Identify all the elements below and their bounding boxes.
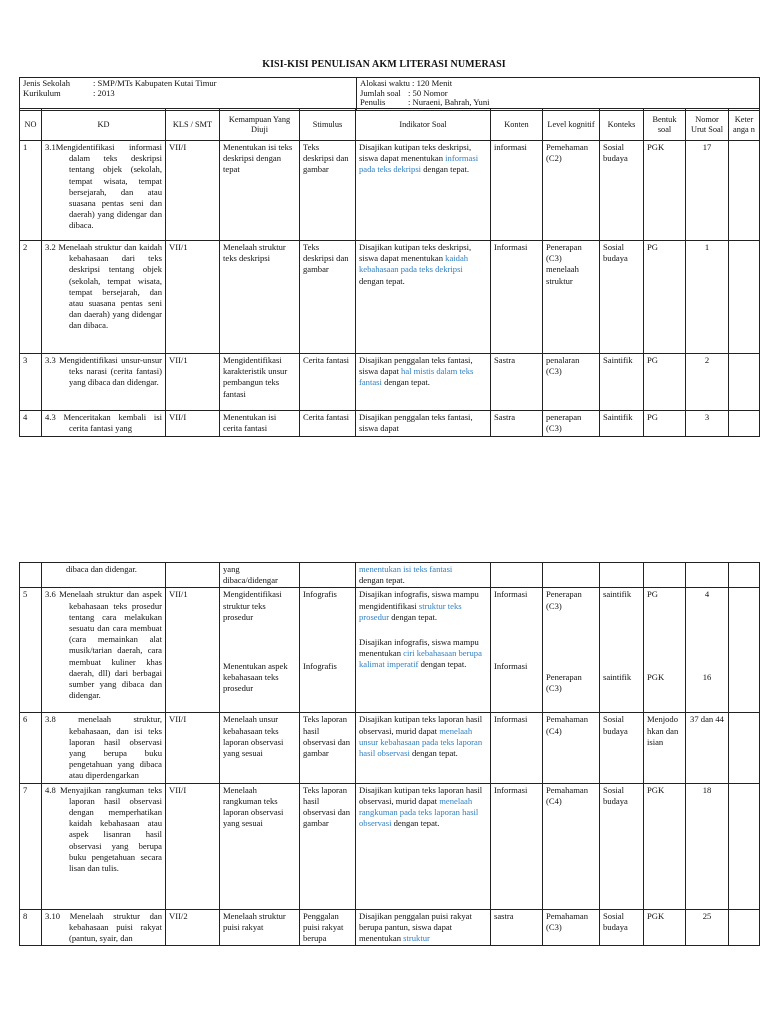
row-kls: VII/I xyxy=(166,783,220,909)
row-level: Pemahaman (C4) xyxy=(543,783,600,909)
row-kd: 3.2 Menelaah struktur dan kaidah kebahasaan dari teks deskripsi tentang objek (sekolah, tempat wisata, tempat bersejarah, dan atau suasana pentas seni dan daerah) yang didengar dan dibaca. xyxy=(42,241,166,354)
row-stimulus: Teks deskripsi dan gambar xyxy=(300,141,356,241)
row-stimulus: Cerita fantasi xyxy=(300,411,356,437)
row-konteks: Sosial budaya xyxy=(600,713,644,783)
row-no: 7 xyxy=(20,783,42,909)
table-row xyxy=(20,411,760,437)
header-ket: Keter anga n xyxy=(729,109,760,141)
row-kd: 3.10 Menelaah struktur dan kebahasaan puisi rakyat (pantun, syair, dan xyxy=(42,909,166,946)
row-kemampuan: Menelaah rangkuman teks laporan observasi yang sesuai xyxy=(220,783,300,909)
row-bentuk: PG xyxy=(644,241,686,354)
row-kls: VII/I xyxy=(166,411,220,437)
row-no: 3 xyxy=(20,354,42,411)
jenis-sekolah-line: Jenis Sekolah : SMP/MTs Kabupaten Kutai Timur xyxy=(23,78,217,88)
row-ket xyxy=(729,783,760,909)
table-row xyxy=(20,783,760,909)
row-bentuk: PG xyxy=(644,354,686,411)
row-kd: 3.1Mengidentifikasi informasi dalam teks deskripsi tentang objek (sekolah, tempat wisata, tempat bersejarah, dan atau suasana pentas seni dan daerah) yang didengar dan dibaca. xyxy=(42,141,166,241)
row-konten: sastra xyxy=(491,909,543,946)
alokasi-line: Alokasi waktu : 120 Menit xyxy=(360,78,453,88)
table-row xyxy=(20,588,760,713)
row-kemampuan: Mengidentifikasi struktur teks prosedur Menentukan aspek kebahasaan teks prosedur xyxy=(220,588,300,713)
row-level: Penerapan (C3) Penerapan (C3) xyxy=(543,588,600,713)
row-kemampuan: yang dibaca/didengar xyxy=(220,563,300,588)
row-ket xyxy=(729,354,760,411)
table-header-row xyxy=(20,109,760,141)
row-kemampuan: Menelaah struktur puisi rakyat xyxy=(220,909,300,946)
row-nomor: 25 xyxy=(686,909,729,946)
row-konten: Informasi xyxy=(491,783,543,909)
row-stimulus: Teks laporan hasil observasi dan gambar xyxy=(300,713,356,783)
row-indikator: Disajikan penggalan teks fantasi, siswa dapat hal mistis dalam teks fantasi dengan tepat. xyxy=(356,354,491,411)
row-nomor: 1 xyxy=(686,241,729,354)
row-konteks: Saintifik xyxy=(600,354,644,411)
row-nomor: 2 xyxy=(686,354,729,411)
row-level: Pemahaman (C3) xyxy=(543,909,600,946)
row-ket xyxy=(729,563,760,588)
row-stimulus: Teks laporan hasil observasi dan gambar xyxy=(300,783,356,909)
row-no: 1 xyxy=(20,141,42,241)
row-nomor: 37 dan 44 xyxy=(686,713,729,783)
row-nomor: 4 16 xyxy=(686,588,729,713)
row-level xyxy=(543,563,600,588)
row-no: 2 xyxy=(20,241,42,354)
header-level: Level kognitif xyxy=(543,109,600,141)
row-konten: Informasi xyxy=(491,713,543,783)
row-level: Penerapan (C3) menelaah struktur xyxy=(543,241,600,354)
row-stimulus: Penggalan puisi rakyat berupa xyxy=(300,909,356,946)
row-kls: VII/I xyxy=(166,713,220,783)
row-ket xyxy=(729,909,760,946)
row-kls: VII/1 xyxy=(166,354,220,411)
school-info-cell xyxy=(20,78,357,111)
row-konteks: Sosial budaya xyxy=(600,909,644,946)
row-kemampuan: Menentukan isi cerita fantasi xyxy=(220,411,300,437)
row-no xyxy=(20,563,42,588)
row-nomor: 3 xyxy=(686,411,729,437)
row-stimulus: Cerita fantasi xyxy=(300,354,356,411)
row-ket xyxy=(729,141,760,241)
row-konten: Informasi Informasi xyxy=(491,588,543,713)
row-no: 4 xyxy=(20,411,42,437)
row-kemampuan: Menentukan isi teks deskripsi dengan tepat xyxy=(220,141,300,241)
row-ket xyxy=(729,713,760,783)
header-kd: KD xyxy=(42,109,166,141)
row-level: Pemahaman (C4) xyxy=(543,713,600,783)
row-nomor: 18 xyxy=(686,783,729,909)
penulis-line: Penulis : Nuraeni, Bahrah, Yuni xyxy=(360,97,490,108)
kisi-kisi-table-part-1 xyxy=(19,108,760,437)
row-bentuk: PG xyxy=(644,411,686,437)
row-kls xyxy=(166,563,220,588)
row-kd: 3.3 Mengidentifikasi unsur-unsur teks narasi (cerita fantasi) yang dibaca dan didengar. xyxy=(42,354,166,411)
page-title: KISI-KISI PENULISAN AKM LITERASI NUMERASI xyxy=(262,59,506,70)
row-stimulus xyxy=(300,563,356,588)
row-no: 8 xyxy=(20,909,42,946)
row-bentuk: PGK xyxy=(644,783,686,909)
row-kls: VII/1 xyxy=(166,588,220,713)
table-row xyxy=(20,909,760,946)
row-indikator: Disajikan kutipan teks laporan hasil observasi, murid dapat menelaah unsur kebahasaan pada teks laporan hasil observasi dengan tepat. xyxy=(356,713,491,783)
row-bentuk: PGK xyxy=(644,141,686,241)
row-kd: dibaca dan didengar. xyxy=(42,563,166,588)
table-row xyxy=(20,354,760,411)
row-nomor xyxy=(686,563,729,588)
row-kls: VII/1 xyxy=(166,241,220,354)
row-indikator: Disajikan kutipan teks deskripsi, siswa dapat menentukan informasi pada teks dekripsi dengan tepat. xyxy=(356,141,491,241)
row-kls: VII/I xyxy=(166,141,220,241)
row-kemampuan: Menelaah unsur kebahasaan teks laporan observasi yang sesuai xyxy=(220,713,300,783)
row-nomor: 17 xyxy=(686,141,729,241)
row-bentuk: PG PGK xyxy=(644,588,686,713)
row-konten: Informasi xyxy=(491,241,543,354)
row-bentuk xyxy=(644,563,686,588)
table-row xyxy=(20,241,760,354)
row-konten: Sastra xyxy=(491,411,543,437)
row-indikator: Disajikan penggalan puisi rakyat berupa pantun, siswa dapat menentukan struktur xyxy=(356,909,491,946)
kisi-kisi-table-part-2 xyxy=(19,562,760,946)
info-table xyxy=(19,77,760,111)
header-nomor: Nomor Urut Soal xyxy=(686,109,729,141)
header-stimulus: Stimulus xyxy=(300,109,356,141)
row-level: Pemehaman (C2) xyxy=(543,141,600,241)
row-kd: 3.8 menelaah struktur, kebahasaan, dan isi teks laporan hasil observasi yang berupa buku pengetahuan yang dibaca atau diperdengarkan xyxy=(42,713,166,783)
row-kd: 4.8 Menyajikan rangkuman teks laporan hasil observasi dengan memperhatikan kaidah kebahasaan atau aspek lisanran hasil observasi yang berupa buku pengetahuan secara lisan dan tulis. xyxy=(42,783,166,909)
row-ket xyxy=(729,588,760,713)
row-no: 5 xyxy=(20,588,42,713)
row-indikator: Disajikan kutipan teks laporan hasil observasi, murid dapat menelaah rangkuman pada teks laporan hasil observasi dengan tepat. xyxy=(356,783,491,909)
header-indikator: Indikator Soal xyxy=(356,109,491,141)
header-kemampuan: Kemampuan Yang Diuji xyxy=(220,109,300,141)
row-no: 6 xyxy=(20,713,42,783)
row-bentuk: Menjodohkan dan isian xyxy=(644,713,686,783)
header-kls: KLS / SMT xyxy=(166,109,220,141)
row-ket xyxy=(729,411,760,437)
row-ket xyxy=(729,241,760,354)
header-konten: Konten xyxy=(491,109,543,141)
row-stimulus: Infografis Infografis xyxy=(300,588,356,713)
table-row-continued xyxy=(20,563,760,588)
jumlah-line: Jumlah soal : 50 Nomor xyxy=(360,87,448,98)
row-stimulus: Teks deskripsi dan gambar xyxy=(300,241,356,354)
exam-info-cell xyxy=(357,78,760,111)
kurikulum-line: Kurikulum : 2013 xyxy=(23,87,115,98)
row-konteks: saintifik saintifik xyxy=(600,588,644,713)
row-kd: 4.3 Menceritakan kembali isi cerita fantasi yang xyxy=(42,411,166,437)
header-no: NO xyxy=(20,109,42,141)
row-konteks xyxy=(600,563,644,588)
row-konten: Sastra xyxy=(491,354,543,411)
row-kemampuan: Mengidentifikasi karakteristik unsur pembangun teks fantasi xyxy=(220,354,300,411)
table-row xyxy=(20,713,760,783)
row-konteks: Sosial budaya xyxy=(600,141,644,241)
header-konteks: Konteks xyxy=(600,109,644,141)
row-konteks: Saintifik xyxy=(600,411,644,437)
row-indikator: menentukan isi teks fantasi dengan tepat. xyxy=(356,563,491,588)
row-indikator: Disajikan kutipan teks deskripsi, siswa dapat menentukan kaidah kebahasaan pada teks dekripsi dengan tepat. xyxy=(356,241,491,354)
row-kemampuan: Menelaah struktur teks deskripsi xyxy=(220,241,300,354)
row-konteks: Sosial budaya xyxy=(600,783,644,909)
row-indikator: Disajikan infografis, siswa mampu mengidentifikasi struktur teks prosedur dengan tepat. Disajikan infografis, siswa mampu menentukan ciri kebahasaan berupa kalimat imperatif dengan tepat. xyxy=(356,588,491,713)
row-konteks: Sosial budaya xyxy=(600,241,644,354)
row-kd: 3.6 Menelaah struktur dan aspek kebahasaan teks prosedur tentang cara melakukan sesuatu dan cara membuat (cara memainkan alat musik/tarian daerah, cara membuat kuliner khas daerah, dll) dari berbagai sumber yang dibaca dan didengar. xyxy=(42,588,166,713)
row-indikator: Disajikan penggalan teks fantasi, siswa dapat xyxy=(356,411,491,437)
row-konten: informasi xyxy=(491,141,543,241)
row-level: penerapan (C3) xyxy=(543,411,600,437)
header-bentuk: Bentuk soal xyxy=(644,109,686,141)
row-level: penalaran (C3) xyxy=(543,354,600,411)
row-bentuk: PGK xyxy=(644,909,686,946)
row-kls: VII/2 xyxy=(166,909,220,946)
table-row xyxy=(20,141,760,241)
row-konten xyxy=(491,563,543,588)
